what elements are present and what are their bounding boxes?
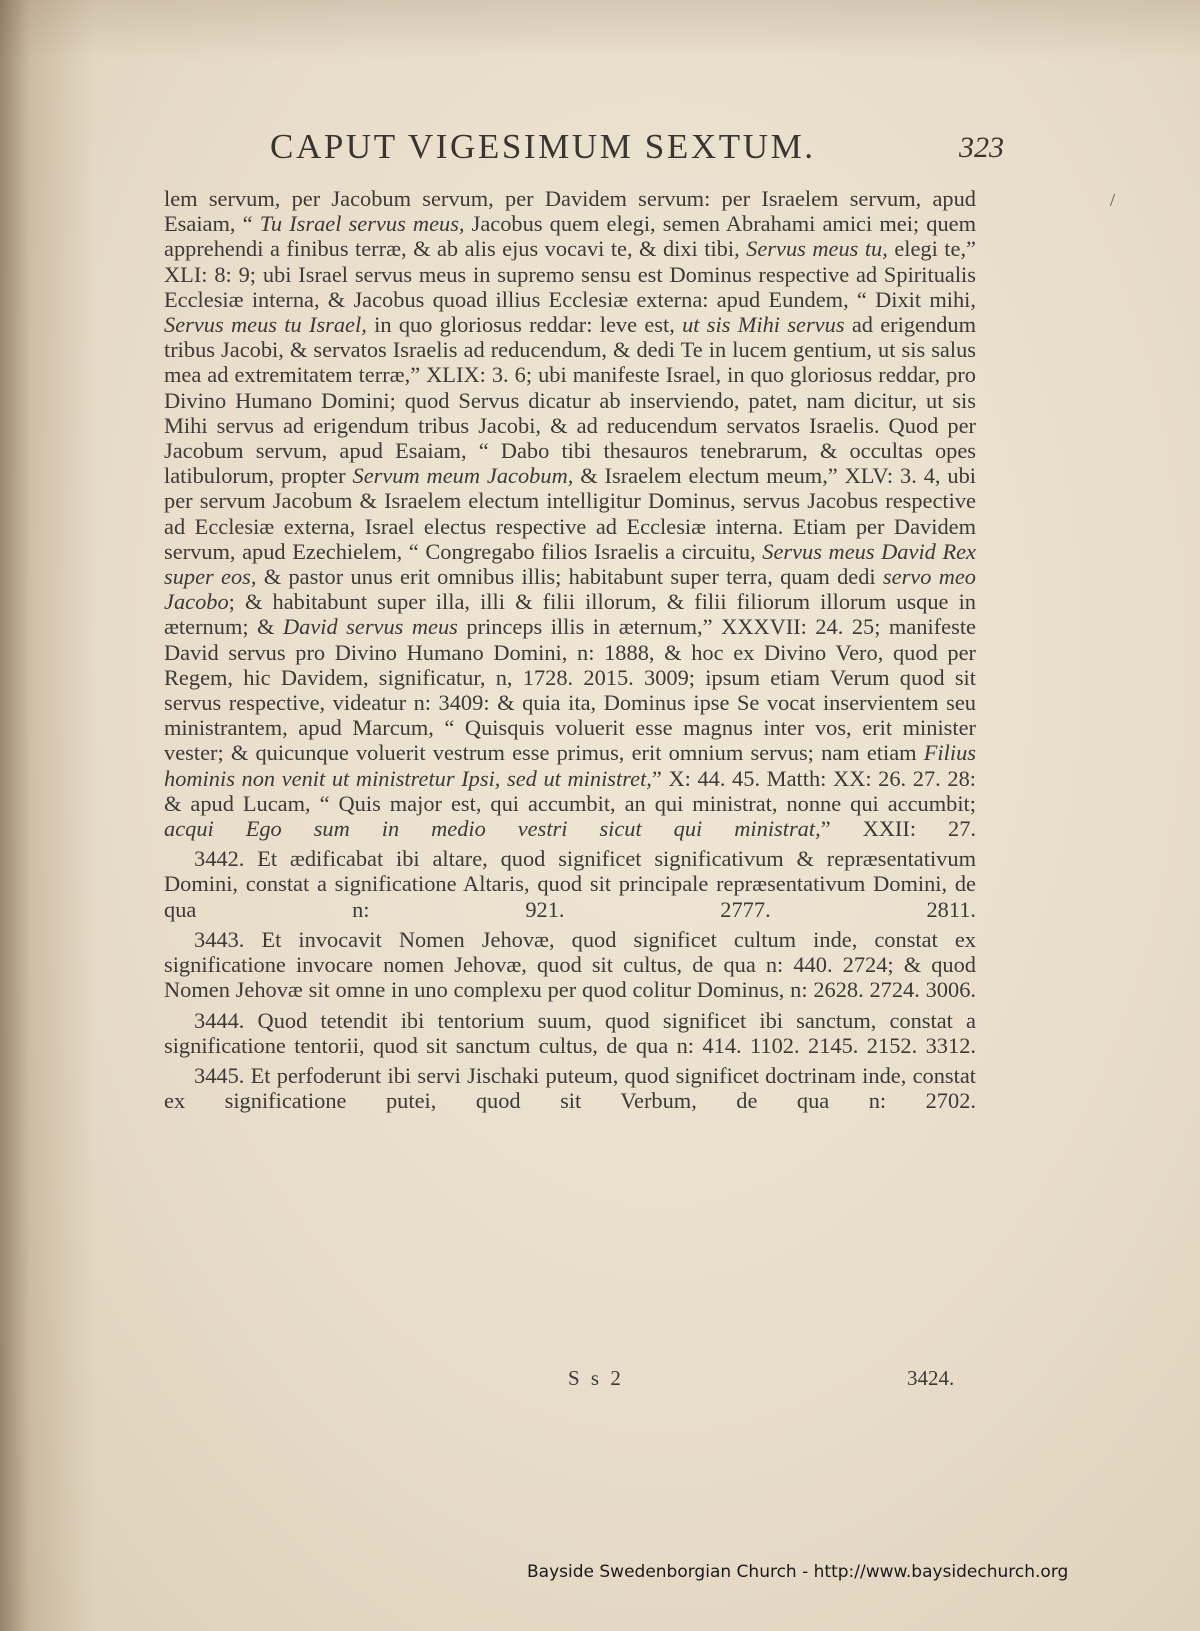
text-run: ad erigendum tribus Jacobi, & servatos Israelis ad reducendum, & dedi Te in lucem gentium, ut sis salus mea ad extremitatem terræ,” XLIX: 3. 6; ubi manifeste Israel, in quo gloriosus reddar, pro Divino Humano Domini; quod Servus dicatur ab inserviendo, patet, nam dicitur, ut sis Mihi servus ad erigendum tribus Jacobi, & ad reducendum servatos Israelis. Quod per Jacobum servum, apud Esaiam, “ Dabo tibi thesauros tenebrarum, & occultas opes latibulorum, propter [164,312,976,489]
paragraph-continued [164,186,976,841]
italic-quote-run: servo meo Jacobo [164,564,976,615]
footer-credit: Bayside Swedenborgian Church - http://www.baysidechurch.org [527,1562,1069,1582]
italic-quote-run: Servum meum Jacobum, [352,463,574,489]
paragraph-3445: 3445. Et perfoderunt ibi servi Jischaki puteum, quod significet doctrinam inde, constat ex significatione putei, quod sit Verbum, de qua n: 2702. [164,1062,976,1114]
text-run: ” XXII: 27. [820,816,976,842]
catchword: 3424. [907,1366,955,1390]
paragraph-3443: 3443. Et invocavit Nomen Jehovæ, quod significet cultum inde, constat ex significatione invocare nomen Jehovæ, quod sit cultus, de qua n: 440. 2724; & quod Nomen Jehovæ sit omne in uno complexu per quod colitur Dominus, n: 2628. 2724. 3006. [164,926,976,1003]
text-run: & pastor unus erit omnibus illis; habitabunt super terra, quam dedi [256,564,883,590]
italic-quote-run: Servus meus tu, [746,236,888,262]
body-text [164,186,976,1118]
italic-quote-run: Filius hominis non venit ut ministretur Ipsi, sed ut ministret, [164,740,976,791]
italic-quote-run: Servus meus David Rex super eos, [164,538,976,590]
italic-quote-run: David servus meus [282,614,458,640]
italic-quote-run: ut sis Mihi servus [682,312,845,338]
text-run: Jacobus quem elegi, semen Abrahami amici mei; quem apprehendi a finibus terræ, & ab alis ejus vocavi te, & dixi tibi, [164,211,976,262]
running-title: CAPUT VIGESIMUM SEXTUM. [270,127,816,166]
page-number: 323 [959,131,1004,164]
margin-mark: / [1110,190,1116,210]
italic-quote-run: acqui Ego sum in medio vestri sicut qui ministrat, [164,816,821,842]
italic-quote-run: Tu Israel servus meus, [259,211,465,237]
text-run: princeps illis in æternum,” XXXVII: 24. 25; manifeste David servus pro Divino Humano Domini, n: 1888, & hoc ex Divino Vero, quod per Regem, hic Davidem, significatur, n, 1728. 2015. 3009; ipsum etiam Verum quod sit servus respective, videatur n: 3409: & quia ita, Dominus ipse Se vocat inservientem seu ministrantem, apud Marcum, “ Quisquis voluerit esse magnus inter vos, erit minister vester; & quicunque voluerit vestrum esse primus, erit omnium servus; nam etiam [164,614,976,766]
text-run: lem servum, per Jacobum servum, per Davidem servum: per Israelem servum, apud Esaiam, “ [164,186,976,237]
italic-quote-run: Servus meus tu Israel, [164,312,367,338]
paragraph-3442: 3442. Et ædificabat ibi altare, quod significet significativum & repræsentativum Domini, constat a significatione Altaris, quod sit principale repræsentativum Domini, de qua n: 921. 2777. 2811. [164,846,976,922]
text-run: ” X: 44. 45. Matth: XX: 26. 27. 28: & apud Lucam, “ Quis major est, qui accumbit, an qui ministrat, nonne qui accumbit; [164,765,976,816]
page-header [270,127,1010,179]
text-run: elegi te,” XLI: 8: 9; ubi Israel servus meus in supremo sensu est Dominus respective ad Spiritualis Ecclesiæ interna, & Jacobus quoad illius Ecclesiæ externa: apud Eundem, “ Dixit mihi, [164,236,976,312]
text-run: & Israelem electum meum,” XLV: 3. 4, ubi per servum Jacobum & Israelem electum intelligitur Dominus, servus Jacobus respective ad Ecclesiæ externa, Israel electus respective ad Ecclesiæ interna. Etiam per Davidem servum, apud Ezechielem, “ Congregabo filios Israelis a circuitu, [164,463,977,564]
text-run: in quo gloriosus reddar: leve est, [366,312,683,338]
text-run: ; & habitabunt super illa, illi & filii illorum, & filii filiorum illorum usque in æternum; & [164,589,976,640]
signature-mark: S s 2 [568,1366,624,1390]
paragraph-3444: 3444. Quod tetendit ibi tentorium suum, quod significet ibi sanctum, constat a significatione tentorii, quod sit sanctum cultus, de qua n: 414. 1102. 2145. 2152. 3312. [164,1007,976,1058]
